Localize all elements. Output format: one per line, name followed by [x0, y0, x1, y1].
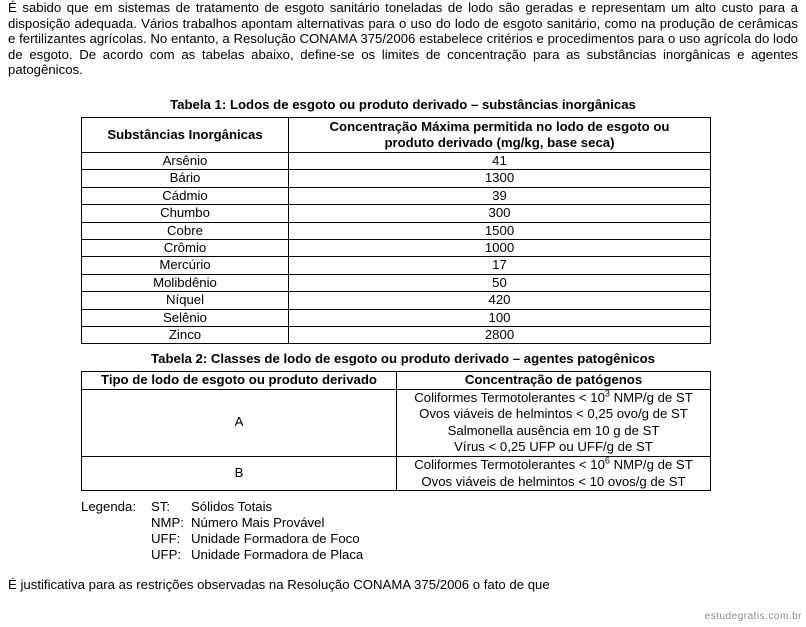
legend-abbr: NMP:	[151, 515, 184, 530]
table-row	[82, 170, 711, 187]
pathogen-limit-line: Coliformes Termotolerantes < $10^3$ NMP/g de ST	[414, 388, 693, 405]
max-concentration-cell: 2800	[289, 327, 711, 344]
substance-name-cell: Bário	[82, 170, 289, 187]
legend-row	[81, 499, 363, 515]
max-concentration-cell: 300	[289, 205, 711, 222]
substance-name-cell: Arsênio	[82, 153, 289, 170]
substance-name-cell: Chumbo	[82, 205, 289, 222]
max-concentration-cell: 39	[289, 187, 711, 204]
table-row	[82, 327, 711, 344]
sludge-class-cell: B	[82, 456, 397, 490]
pathogen-limits-cell	[397, 389, 711, 456]
max-concentration-cell: 1000	[289, 240, 711, 257]
site-watermark: estudegratis.com.br	[704, 611, 802, 622]
pathogens-table	[81, 371, 711, 491]
intro-paragraph: É sabido que em sistemas de tratamento de esgoto sanitário toneladas de lodo são geradas e representam um alto custo para a disposição adequada. Vários trabalhos apontam alternativas para o uso do lodo de esgoto sanitário, como na produção de cerâmicas e fertilizantes agrícolas. No entanto, a Resolução CONAMA 375/2006 estabelece critérios e procedimentos para o uso agrícola do lodo de esgoto. De acordo com as tabelas abaixo, define-se os limites de concentração para as substâncias inorgânicas e agentes patogênicos.	[8, 0, 798, 77]
table-row	[82, 205, 711, 222]
pathogen-limits-cell	[397, 456, 711, 490]
substance-name-cell: Níquel	[82, 292, 289, 309]
legend-text: Número Mais Provável	[191, 515, 325, 530]
legend-label: Legenda:	[81, 499, 137, 514]
column-header: Substâncias Inorgânicas	[82, 118, 289, 153]
max-concentration-cell: 1500	[289, 222, 711, 239]
column-header: Concentração Máxima permitida no lodo de esgoto ou produto derivado (mg/kg, base seca)	[289, 118, 711, 153]
legend-abbr: UFF:	[151, 531, 181, 546]
inorganic-substances-table	[81, 117, 711, 344]
substance-name-cell: Cádmio	[82, 187, 289, 204]
legend-row	[81, 515, 363, 531]
table-row	[82, 153, 711, 170]
legend-row	[81, 547, 363, 563]
question-text: É justificativa para as restrições observadas na Resolução CONAMA 375/2006 o fato de que	[8, 577, 550, 592]
column-header: Concentração de patógenos	[397, 372, 711, 390]
table-row	[82, 187, 711, 204]
legend-abbr: UFP:	[151, 547, 182, 562]
table1-caption: Tabela 1: Lodos de esgoto ou produto derivado – substâncias inorgânicas	[170, 97, 636, 112]
legend-text: Sólidos Totais	[191, 499, 273, 514]
substance-name-cell: Molibdênio	[82, 274, 289, 291]
table-header-row	[82, 118, 711, 153]
table-header-row	[82, 372, 711, 390]
legend-row	[81, 531, 363, 547]
substance-name-cell: Zinco	[82, 327, 289, 344]
pathogen-limit-line: Vírus < 0,25 UFP ou UFF/g de ST	[454, 439, 653, 455]
table-row	[82, 292, 711, 309]
max-concentration-cell: 1300	[289, 170, 711, 187]
table-row	[82, 257, 711, 274]
table-row	[82, 240, 711, 257]
max-concentration-cell: 100	[289, 309, 711, 326]
table-row	[82, 309, 711, 326]
legend-text: Unidade Formadora de Foco	[191, 531, 360, 546]
table-row	[82, 456, 711, 490]
substance-name-cell: Selênio	[82, 309, 289, 326]
column-header: Tipo de lodo de esgoto ou produto derivado	[82, 372, 397, 390]
pathogen-limit-line: Ovos viáveis de helmintos < 10 ovos/g de ST	[421, 473, 686, 489]
legend-text: Unidade Formadora de Placa	[191, 547, 364, 562]
max-concentration-cell: 41	[289, 153, 711, 170]
substance-name-cell: Crômio	[82, 240, 289, 257]
table-row	[82, 389, 711, 456]
pathogen-limit-line: Coliformes Termotolerantes < $10^6$ NMP/g de ST	[414, 455, 693, 472]
legend	[81, 499, 363, 563]
legend-abbr: ST:	[151, 499, 171, 514]
pathogen-limit-line: Salmonella ausência em 10 g de ST	[447, 422, 660, 438]
max-concentration-cell: 50	[289, 274, 711, 291]
max-concentration-cell: 420	[289, 292, 711, 309]
table2-caption: Tabela 2: Classes de lodo de esgoto ou produto derivado – agentes patogênicos	[151, 351, 655, 366]
table-row	[82, 274, 711, 291]
max-concentration-cell: 17	[289, 257, 711, 274]
substance-name-cell: Cobre	[82, 222, 289, 239]
pathogen-limit-line: Ovos viáveis de helmintos < 0,25 ovo/g de ST	[419, 406, 688, 422]
substance-name-cell: Mercúrio	[82, 257, 289, 274]
table-row	[82, 222, 711, 239]
sludge-class-cell: A	[82, 389, 397, 456]
